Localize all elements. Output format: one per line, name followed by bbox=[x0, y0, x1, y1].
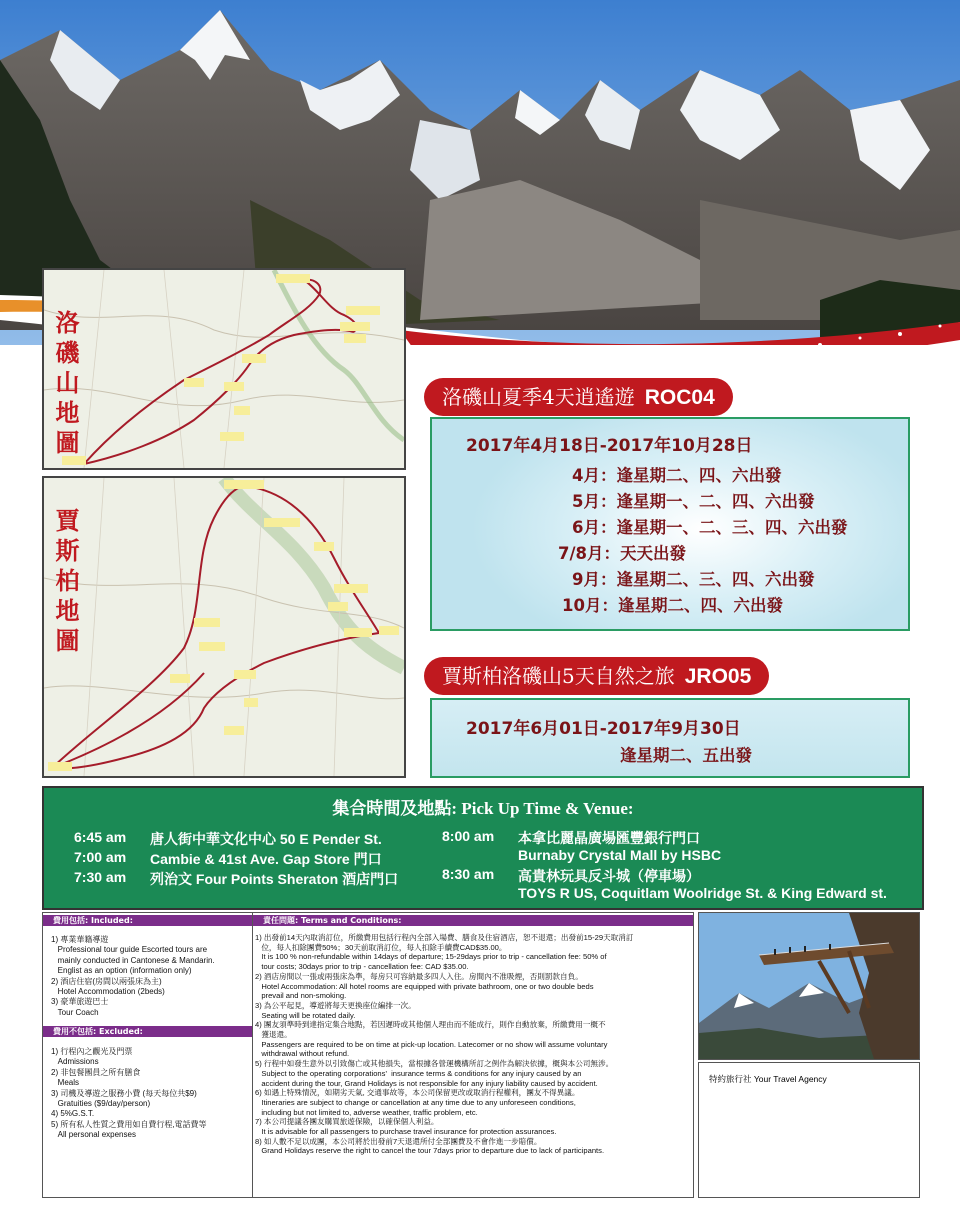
agency-box bbox=[698, 1062, 920, 1198]
tour1-schedule-row: 5月：逢星期一、二、四、六出發 bbox=[572, 492, 815, 511]
pickup-place: 列治文 Four Points Sheraton 酒店門口 bbox=[150, 871, 399, 887]
pickup-place-en: TOYS R US, Coquitlam Woolridge St. & King Edward st. bbox=[518, 885, 887, 901]
pickup-heading: 集合時間及地點: Pick Up Time & Venue: bbox=[332, 799, 634, 818]
tour1-schedule-row: 9月：逢星期二、三、四、六出發 bbox=[572, 570, 815, 589]
pickup-place: Cambie & 41st Ave. Gap Store 門口 bbox=[150, 851, 382, 867]
pickup-time: 8:30 am bbox=[442, 866, 495, 882]
pickup-time: 6:45 am bbox=[74, 829, 127, 845]
tour2-code: JRO05 bbox=[684, 665, 752, 688]
skywalk-photo bbox=[698, 912, 920, 1060]
pickup-place: 本拿比麗晶廣場匯豐銀行門口 bbox=[518, 830, 700, 846]
tour1-schedule-row: 4月：逢星期二、四、六出發 bbox=[572, 466, 782, 485]
pickup-place: 唐人街中華文化中心 50 E Pender St. bbox=[150, 831, 382, 847]
jasper-map bbox=[42, 476, 406, 778]
tour1-schedule-box bbox=[430, 417, 910, 631]
tour1-schedule-row: 10月：逢星期二、四、六出發 bbox=[562, 596, 783, 615]
tour1-code: ROC04 bbox=[644, 386, 715, 409]
tour1-title-pill bbox=[424, 378, 733, 416]
included-text: 1) 專業華籍導遊 Professional tour guide Escorted tours are mainly conducted in Cantonese & Mandarin. Englist as an option (information only) 2) 酒店住宿(房間以兩張床為主) Hotel Accommodation (2beds) 3) 豪華旅遊巴士 Tour Coach bbox=[51, 935, 215, 1017]
jasper-route-map bbox=[44, 478, 404, 776]
agency-label: 特約旅行社 Your Travel Agency bbox=[709, 1074, 827, 1084]
jasper-map-title: 賈斯柏地圖 bbox=[51, 508, 80, 658]
tour1-schedule-row: 6月：逢星期一、二、三、四、六出發 bbox=[572, 518, 848, 537]
tour2-schedule-box bbox=[430, 698, 910, 778]
tour2-title-pill bbox=[424, 657, 769, 695]
included-excluded-panel bbox=[42, 912, 254, 1198]
tour1-schedule-row: 7/8月：天天出發 bbox=[558, 544, 686, 563]
pickup-time: 7:30 am bbox=[74, 869, 127, 885]
excluded-heading: 費用不包括: Excluded: bbox=[43, 1026, 253, 1037]
terms-panel bbox=[252, 912, 694, 1198]
tour1-period: 2017年4月18日-2017年10月28日 bbox=[466, 436, 753, 456]
pickup-box bbox=[42, 786, 924, 910]
rockies-map bbox=[42, 268, 406, 470]
excluded-text: 1) 行程內之觀光及門票 Admissions 2) 非包餐團員之所有膳食 Meals 3) 司機及導遊之服務小費 (每天每位共$9) Gratuities ($9/day/person) 4) 5%G.S.T. 5) 所有私人性質之費用如自費行程,電話費等 All personal expenses bbox=[51, 1047, 207, 1140]
tour2-period: 2017年6月01日-2017年9月30日 bbox=[466, 719, 741, 739]
rockies-route-map bbox=[44, 270, 404, 468]
terms-heading: 責任問題: Terms and Conditions: bbox=[253, 915, 693, 926]
skywalk-illustration bbox=[699, 913, 919, 1059]
terms-text: 1) 出發前14天內取消訂位，所繳費用包括行程內全部入場費、膳食及住宿酒店，恕不退還；出發前15-29天取消訂 位，每人扣除團費50%；30天前取消訂位，每人扣除手續費CAD$35.00。 It is 100 % non-refundable within 14days of departure; 15-29days prior to trip - cancellation fee: 50% of tour costs; 30days prior to trip - cancellation fee: CAD $35.00. 2) 酒店房間以一張或兩張床為準，每房只可容納最多四人入住。房間內不准吸煙，否則罰款自負。 Hotel Accommodation: All hotel rooms are equipped with private bathroom, one or two double beds prevail and non-smoking. 3) 為公平起見，導遊將每天更換座位編排一次。 Seating will be rotated daily. 4) 團友須準時到達指定集合地點，若因遲時或其他個人理由而不能成行，則作自動放棄，所繳費用一概不 獲退還。 Passengers are required to be on time at pick-up location. Latecomer or no show will assume voluntary withdrawal without refund. 5) 行程中如發生意外以引致傷亡或其他損失，當根據各營運機構所訂之例作為解決依據，概與本公司無涉。 Subject to the operating corporations' insurance terms & conditions for any injury caused by an accident during the tour, Grand Holidays is not responsible for any injury liability caused by accident. 6) 如遇上特殊情況，如期劣天氣, 交通事故等，本公司保留更改或取消行程權利，團友不得異議。 Itineraries are subject to change or cancellation at any time due to any unforeseen conditions, including but not limited to, adverse weather, traffic problem, etc. 7) 本公司提議各團友購買旅遊保險，以確保個人利益。 It is advisable for all passengers to purchase travel insurance for protection assurances. 8) 如人數不足以成團，本公司將於出發前7天退還所付全部團費及不會作進一步賠償。 Grand Holidays reserve the right to cancel the tour 7days prior to departure due to lack of participants. bbox=[255, 933, 634, 1156]
pickup-time: 8:00 am bbox=[442, 828, 495, 844]
tour2-title: 賈斯柏洛磯山5天自然之旅 bbox=[442, 664, 675, 688]
pickup-place: 高貴林玩具反斗城（停車場） bbox=[518, 868, 700, 884]
tour1-title: 洛磯山夏季4天逍遙遊 bbox=[442, 385, 635, 409]
pickup-time: 7:00 am bbox=[74, 849, 127, 865]
pickup-place-en: Burnaby Crystal Mall by HSBC bbox=[518, 847, 722, 863]
tour2-departure: 逢星期二、五出發 bbox=[620, 746, 752, 765]
included-heading: 費用包括: Included: bbox=[43, 915, 253, 926]
rockies-map-title: 洛磯山地圖 bbox=[51, 310, 80, 460]
